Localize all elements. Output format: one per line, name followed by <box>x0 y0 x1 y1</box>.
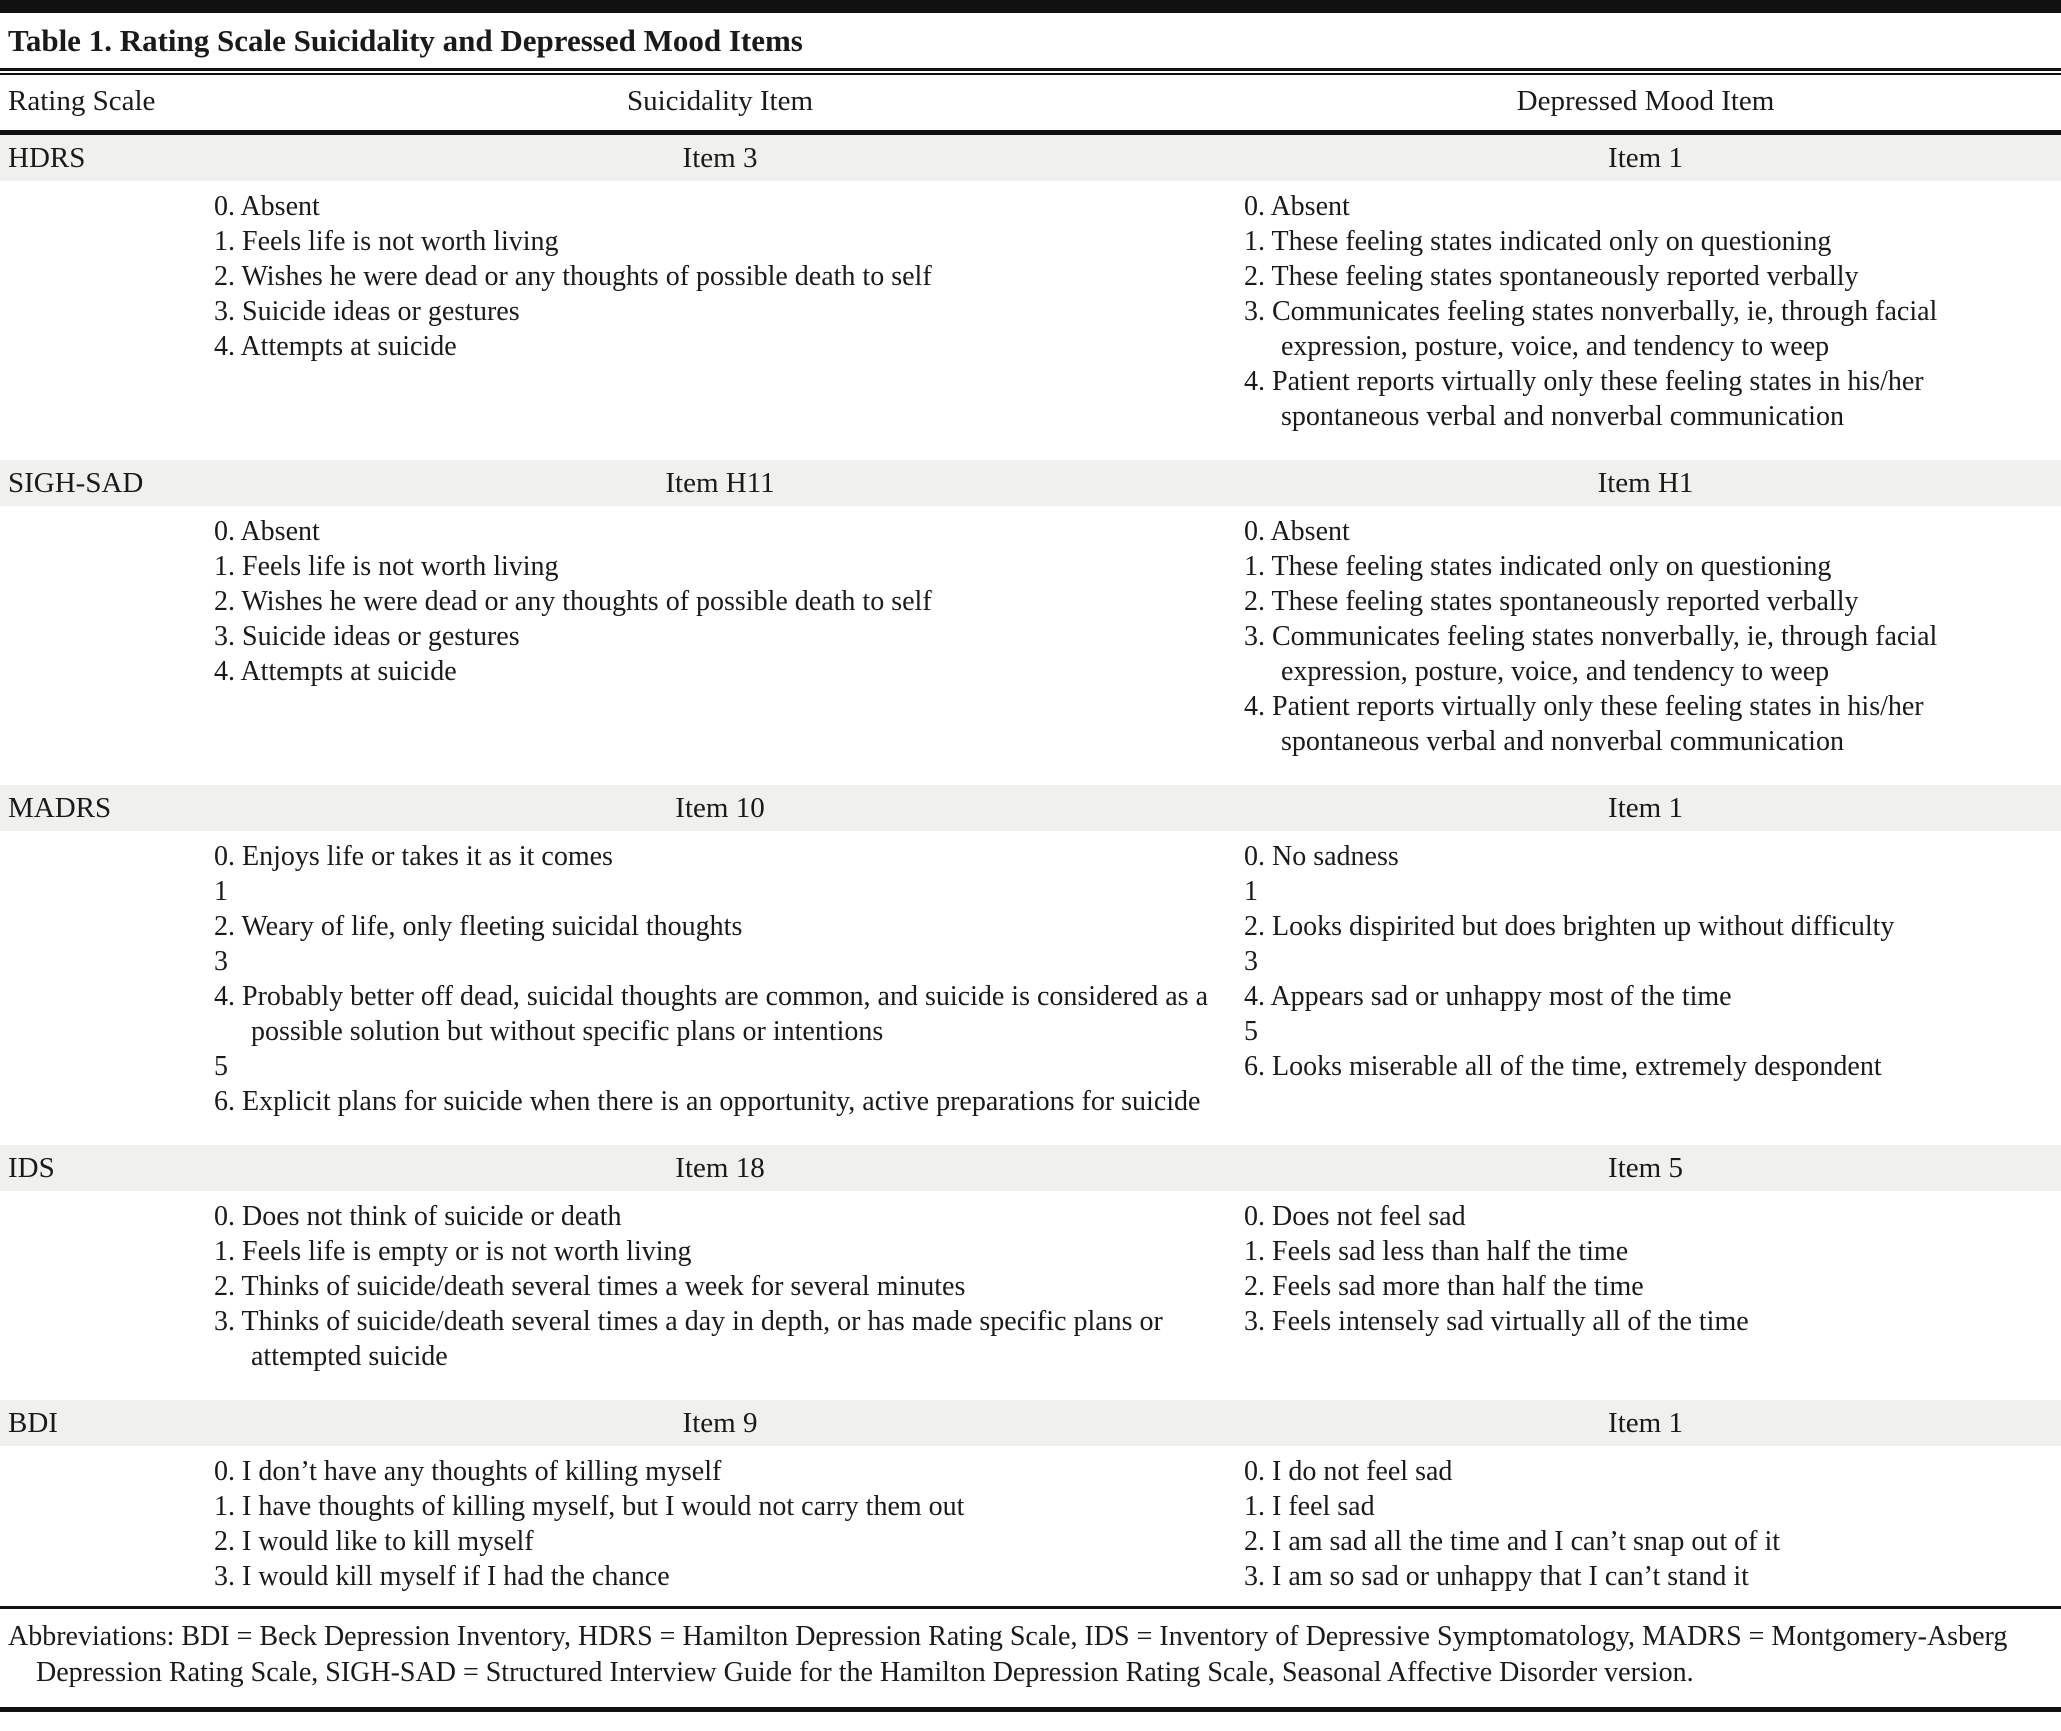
depressed-item-label: Item 1 <box>1608 141 1683 174</box>
scale-name: SIGH-SAD <box>8 466 144 499</box>
scale-name: BDI <box>8 1406 58 1439</box>
scale-detail-bdi <box>0 1446 2061 1606</box>
rating-option-line: 4. Attempts at suicide <box>214 331 457 362</box>
suicidality-item-label: Item 3 <box>682 141 758 174</box>
depressed-option-list <box>1230 189 2061 434</box>
depressed-option-list <box>1230 514 2061 759</box>
rating-option-line: 1 <box>214 876 228 907</box>
rating-option-line: 1. These feeling states indicated only on questioning <box>1244 551 1832 582</box>
empty-cell <box>0 189 210 434</box>
scale-band-sigh-sad <box>0 460 2061 506</box>
rating-option-line: 1. Feels sad less than half the time <box>1244 1236 1629 1267</box>
table-footnote <box>0 1609 2061 1707</box>
scale-band-hdrs <box>0 135 2061 181</box>
rating-option-line: 6. Explicit plans for suicide when there is an opportunity, active preparations for suicide <box>214 1086 1201 1117</box>
scale-name: IDS <box>8 1151 55 1184</box>
suicidality-item-label: Item H11 <box>665 466 775 499</box>
rating-option-line: 2. Feels sad more than half the time <box>1244 1271 1644 1302</box>
column-header-rating-scale: Rating Scale <box>8 85 156 117</box>
rating-option-line: 1. Feels life is not worth living <box>214 226 559 257</box>
rating-option-line: 4. Patient reports virtually only these feeling states in his/her spontaneous verbal and nonverbal communication <box>1244 366 1924 432</box>
column-header-depressed-mood-item: Depressed Mood Item <box>1516 85 1775 117</box>
scale-band-ids <box>0 1145 2061 1191</box>
rating-option-line: 3. Thinks of suicide/death several times a day in depth, or has made specific plans or attempted suicide <box>214 1306 1163 1372</box>
title-divider-rule <box>0 68 2061 75</box>
empty-cell <box>0 1454 210 1594</box>
suicidality-option-list <box>210 514 1230 759</box>
rating-option-line: 2. Looks dispirited but does brighten up without difficulty <box>1244 911 1895 942</box>
scale-detail-hdrs <box>0 181 2061 460</box>
rating-option-line: 2. Weary of life, only fleeting suicidal thoughts <box>214 911 743 942</box>
empty-cell <box>0 514 210 759</box>
scale-band-bdi <box>0 1400 2061 1446</box>
suicidality-item-label: Item 9 <box>682 1406 758 1439</box>
depressed-item-label: Item 5 <box>1608 1151 1683 1184</box>
rating-option-line: 1. Feels life is empty or is not worth living <box>214 1236 692 1267</box>
rating-option-line: 5 <box>214 1051 228 1082</box>
rating-option-line: 2. I am sad all the time and I can’t snap out of it <box>1244 1526 1781 1557</box>
rating-option-line: 4. Patient reports virtually only these feeling states in his/her spontaneous verbal and nonverbal communication <box>1244 691 1924 757</box>
rating-option-line: 3. I would kill myself if I had the chance <box>214 1561 670 1592</box>
empty-cell <box>0 1199 210 1374</box>
rating-option-line: 2. I would like to kill myself <box>214 1526 534 1557</box>
suicidality-item-label: Item 18 <box>675 1151 765 1184</box>
rating-option-line: 3 <box>1244 946 1258 977</box>
rating-option-line: 3. Communicates feeling states nonverbally, ie, through facial expression, posture, voice, and tendency to weep <box>1244 296 1938 362</box>
rating-option-line: 2. Thinks of suicide/death several times a week for several minutes <box>214 1271 966 1302</box>
rating-option-line: 0. I do not feel sad <box>1244 1456 1453 1487</box>
rating-option-line: 3. Feels intensely sad virtually all of the time <box>1244 1306 1749 1337</box>
footnote-text: Abbreviations: BDI = Beck Depression Inventory, HDRS = Hamilton Depression Rating Scale, IDS = Inventory of Depressive Symptomatology, MADRS = Montgomery-Asberg Depression Rating Scale, SIGH-SAD = Structured Interview Guide for the Hamilton Depression Rating Scale, Seasonal Affective Disorder version. <box>8 1621 2008 1688</box>
rating-option-line: 2. These feeling states spontaneously reported verbally <box>1244 586 1859 617</box>
bottom-rule <box>0 1707 2061 1712</box>
rating-option-line: 3. I am so sad or unhappy that I can’t stand it <box>1244 1561 1749 1592</box>
rating-option-line: 0. Does not think of suicide or death <box>214 1201 622 1232</box>
suicidality-item-label: Item 10 <box>675 791 765 824</box>
rating-option-line: 1. I have thoughts of killing myself, but I would not carry them out <box>214 1491 965 1522</box>
top-rule <box>0 0 2061 13</box>
suicidality-option-list <box>210 189 1230 434</box>
rating-option-line: 3. Suicide ideas or gestures <box>214 621 520 652</box>
depressed-item-label: Item 1 <box>1608 1406 1683 1439</box>
rating-option-line: 2. Wishes he were dead or any thoughts of possible death to self <box>214 586 932 617</box>
scale-detail-ids <box>0 1191 2061 1400</box>
suicidality-option-list <box>210 1454 1230 1594</box>
depressed-item-label: Item 1 <box>1608 791 1683 824</box>
rating-option-line: 1. Feels life is not worth living <box>214 551 559 582</box>
scale-name: HDRS <box>8 141 86 174</box>
scale-band-madrs <box>0 785 2061 831</box>
rating-option-line: 5 <box>1244 1016 1258 1047</box>
rating-option-line: 0. No sadness <box>1244 841 1399 872</box>
rating-option-line: 2. These feeling states spontaneously reported verbally <box>1244 261 1859 292</box>
empty-cell <box>0 839 210 1119</box>
table-title: Table 1. Rating Scale Suicidality and Depressed Mood Items <box>8 23 803 58</box>
rating-option-line: 3. Communicates feeling states nonverbally, ie, through facial expression, posture, voice, and tendency to weep <box>1244 621 1938 687</box>
rating-option-line: 2. Wishes he were dead or any thoughts of possible death to self <box>214 261 932 292</box>
rating-option-line: 6. Looks miserable all of the time, extremely despondent <box>1244 1051 1882 1082</box>
depressed-option-list <box>1230 1199 2061 1374</box>
rating-option-line: 3 <box>214 946 228 977</box>
rating-option-line: 3. Suicide ideas or gestures <box>214 296 520 327</box>
rating-option-line: 0. Absent <box>1244 191 1350 222</box>
rating-option-line: 0. Absent <box>1244 516 1350 547</box>
rating-option-line: 1. These feeling states indicated only on questioning <box>1244 226 1832 257</box>
rating-option-line: 0. I don’t have any thoughts of killing myself <box>214 1456 722 1487</box>
column-header-suicidality-item: Suicidality Item <box>626 85 814 117</box>
scale-detail-madrs <box>0 831 2061 1145</box>
rating-option-line: 0. Absent <box>214 516 320 547</box>
rating-option-line: 1. I feel sad <box>1244 1491 1375 1522</box>
depressed-option-list <box>1230 1454 2061 1594</box>
depressed-item-label: Item H1 <box>1597 466 1694 499</box>
rating-option-line: 4. Appears sad or unhappy most of the time <box>1244 981 1732 1012</box>
column-header-row <box>0 75 2061 130</box>
rating-option-line: 0. Enjoys life or takes it as it comes <box>214 841 613 872</box>
suicidality-option-list <box>210 839 1230 1119</box>
rating-option-line: 4. Attempts at suicide <box>214 656 457 687</box>
rating-option-line: 0. Does not feel sad <box>1244 1201 1466 1232</box>
rating-option-line: 4. Probably better off dead, suicidal thoughts are common, and suicide is considered as a possible solution but without specific plans or intentions <box>214 981 1208 1047</box>
suicidality-option-list <box>210 1199 1230 1374</box>
scale-name: MADRS <box>8 791 112 824</box>
depressed-option-list <box>1230 839 2061 1119</box>
rating-option-line: 0. Absent <box>214 191 320 222</box>
scale-detail-sigh-sad <box>0 506 2061 785</box>
rating-option-line: 1 <box>1244 876 1258 907</box>
